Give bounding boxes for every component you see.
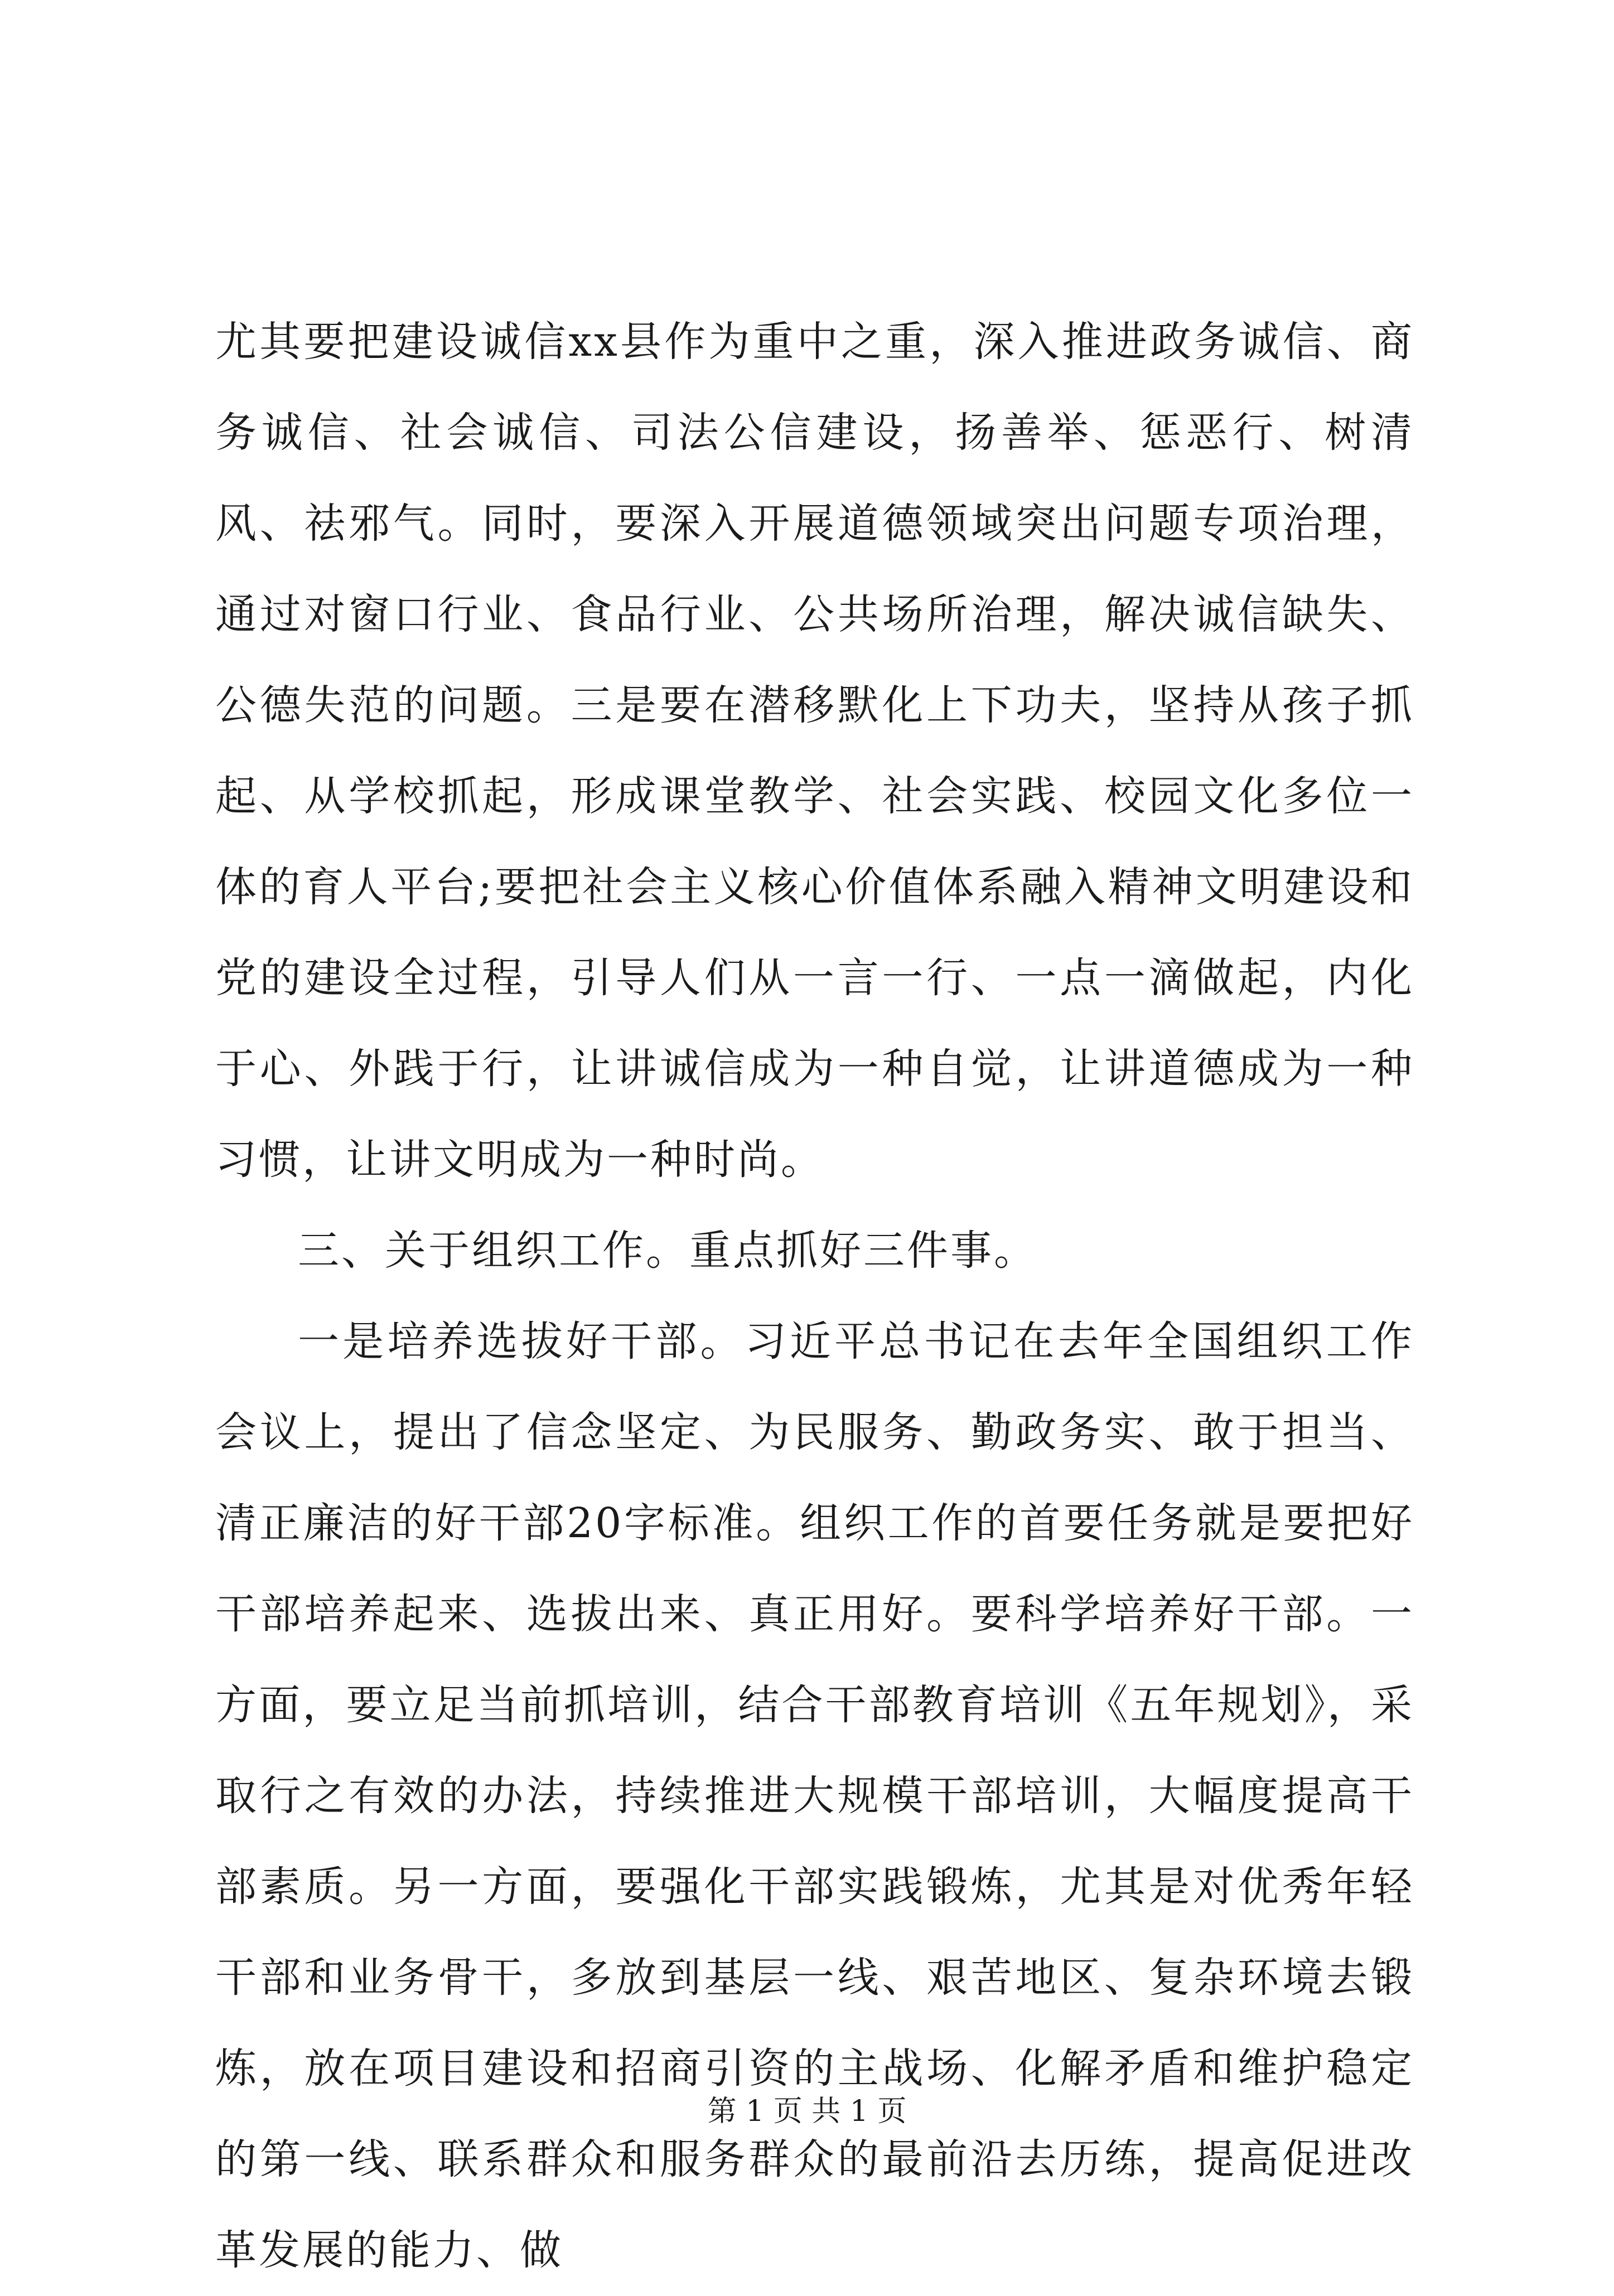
paragraph-3: 一是培养选拔好干部。习近平总书记在去年全国组织工作会议上，提出了信念坚定、为民服务、勤政务实、敢于担当、清正廉洁的好干部20字标准。组织工作的首要任务就是要把好干部培养起来、选拔出来、真正用好。要科学培养好干部。一方面，要立足当前抓培训，结合干部教育培训《五年规划》，采取行之有效的办法，持续推进大规模干部培训，大幅度提高干部素质。另一方面，要强化干部实践锻炼，尤其是对优秀年轻干部和业务骨干，多放到基层一线、艰苦地区、复杂环境去锻炼，放在项目建设和招商引资的主战场、化解矛盾和维护稳定的第一线、联系群众和服务群众的最前沿去历练，提高促进改革发展的能力、做 (215, 1317, 1414, 2274)
page-footer: 第 1 页 共 1 页 (707, 2095, 907, 2128)
paragraph-section-heading: 三、关于组织工作。重点抓好三件事。 (298, 1227, 1037, 1275)
paragraph-1: 尤其要把建设诚信xx县作为重中之重，深入推进政务诚信、商务诚信、社会诚信、司法公信建设，扬善举、惩恶行、树清风、祛邪气。同时，要深入开展道德领域突出问题专项治理，通过对窗口行业、食品行业、公共场所治理，解决诚信缺失、公德失范的问题。三是要在潜移默化上下功夫，坚持从孩子抓起、从学校抓起，形成课堂教学、社会实践、校园文化多位一体的育人平台;要把社会主义核心价值体系融入精神文明建设和党的建设全过程，引导人们从一言一行、一点一滴做起，内化于心、外践于行，让讲诚信成为一种自觉，让讲道德成为一种习惯，让讲文明成为一种时尚。 (215, 318, 1414, 1184)
document-body (215, 297, 1414, 2296)
